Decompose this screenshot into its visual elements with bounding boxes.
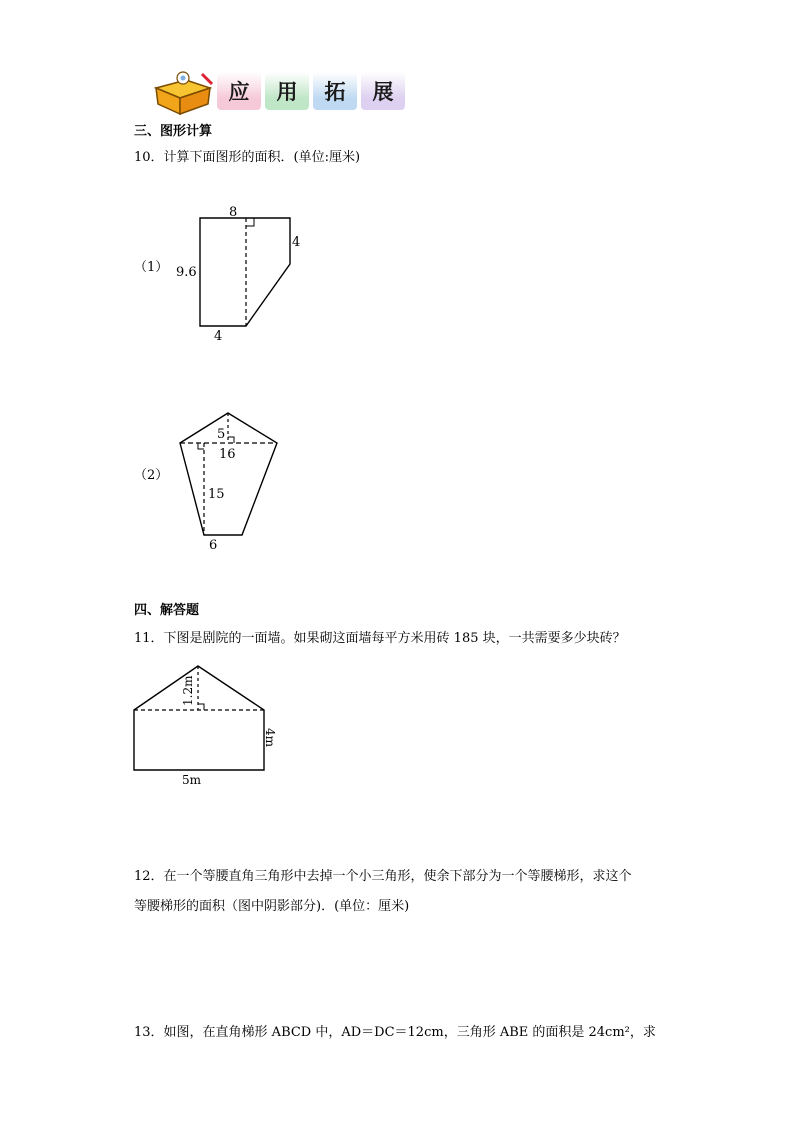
figure-1-left-label: 9.6 (176, 265, 197, 280)
banner-tile-4-label: 展 (372, 80, 394, 104)
question-11-side-label: 4m (263, 728, 277, 748)
figure-1-label: （1） (134, 260, 169, 275)
banner-tile-3 (313, 72, 357, 110)
figure-2-triangle-height-label: 5 (217, 427, 226, 442)
question-11-text: 11．下图是剧院的一面墙。如果砌这面墙每平方米用砖 185 块，一共需要多少块砖？ (134, 631, 626, 646)
figure-2-trapezoid-height-label: 15 (208, 487, 225, 502)
figure-2-label: （2） (134, 468, 169, 483)
banner-tile-4 (361, 72, 405, 110)
question-11-diagram (130, 660, 290, 790)
figure-1-right-label: 4 (292, 235, 301, 250)
banner-tile-3-label: 拓 (324, 80, 346, 104)
figure-2-base-label: 16 (219, 447, 236, 462)
section-title-4: 四、解答题 (134, 603, 200, 618)
question-12-line-1: 12．在一个等腰直角三角形中去掉一个小三角形，使余下部分为一个等腰梯形，求这个 (134, 869, 632, 884)
question-13-text: 13．如图，在直角梯形 ABCD 中，AD＝DC＝12cm，三角形 ABE 的面积是 24cm²，求 (134, 1025, 656, 1040)
mascot-box-icon (150, 66, 220, 116)
figure-2-diagram (170, 405, 290, 555)
banner-tile-1-label: 应 (228, 80, 250, 104)
banner-tile-2 (265, 72, 309, 110)
question-12-line-2: 等腰梯形的面积（图中阴影部分)．(单位：厘米) (134, 899, 410, 914)
question-11-base-label: 5m (182, 773, 202, 787)
banner-tile-2-label: 用 (276, 80, 298, 104)
question-11-height-label: 1.2m (181, 675, 195, 706)
figure-1-bottom-label: 4 (214, 329, 223, 344)
section-title-3: 三、图形计算 (134, 124, 213, 139)
banner-tile-1 (217, 72, 261, 110)
question-10-text: 10．计算下面图形的面积．(单位:厘米) (134, 150, 361, 165)
figure-1-diagram (170, 198, 320, 348)
figure-1-top-label: 8 (229, 205, 238, 220)
figure-2-bottom-label: 6 (209, 538, 218, 553)
